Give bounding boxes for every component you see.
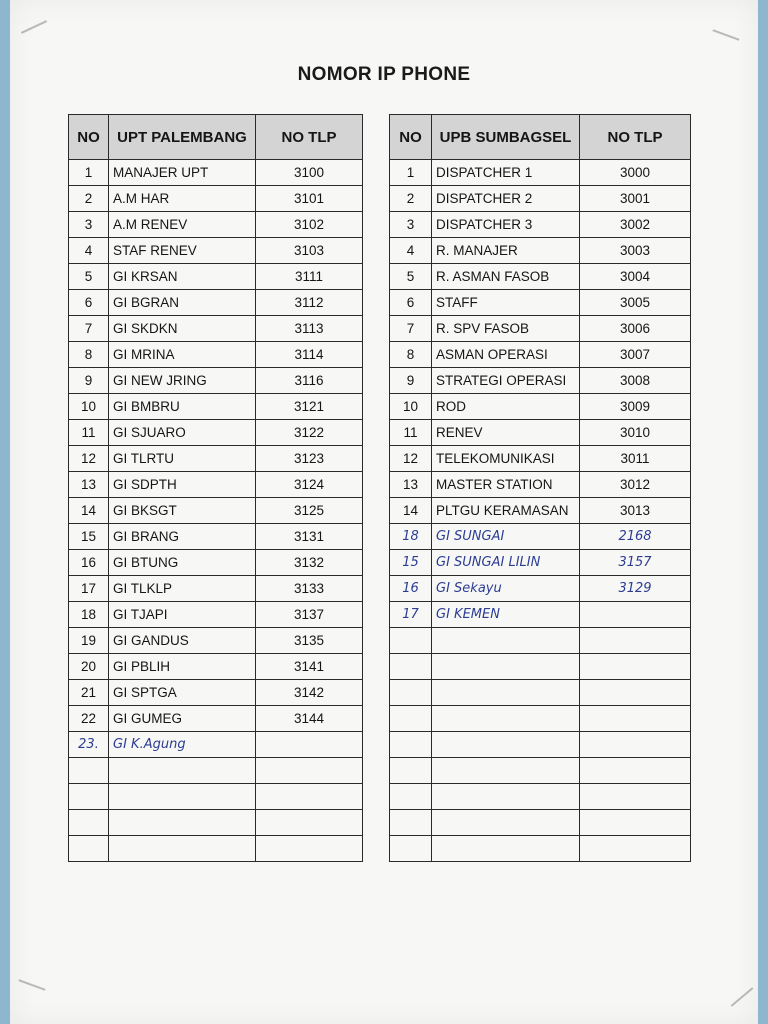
table-row — [69, 160, 363, 186]
table-row — [69, 290, 363, 316]
row-number: 17 — [390, 602, 432, 628]
row-name: STAF RENEV — [109, 238, 256, 264]
table-row — [69, 810, 363, 836]
table-row — [390, 576, 691, 602]
table-row — [69, 342, 363, 368]
row-number — [390, 784, 432, 810]
table-row — [69, 524, 363, 550]
row-number: 11 — [69, 420, 109, 446]
row-phone-number — [256, 784, 363, 810]
row-phone-number: 3103 — [256, 238, 363, 264]
row-name: A.M HAR — [109, 186, 256, 212]
row-phone-number: 3012 — [580, 472, 691, 498]
row-phone-number: 3125 — [256, 498, 363, 524]
row-name: GI BMBRU — [109, 394, 256, 420]
row-name: GI SJUARO — [109, 420, 256, 446]
table-row — [69, 212, 363, 238]
row-name: STAFF — [432, 290, 580, 316]
row-phone-number: 3013 — [580, 498, 691, 524]
row-name — [109, 758, 256, 784]
table-row — [69, 446, 363, 472]
row-number: 5 — [69, 264, 109, 290]
row-number: 16 — [390, 576, 432, 602]
table-row — [390, 238, 691, 264]
row-phone-number: 3102 — [256, 212, 363, 238]
row-number: 20 — [69, 654, 109, 680]
column-header-tlp: NO TLP — [580, 115, 691, 160]
row-phone-number: 3142 — [256, 680, 363, 706]
column-header-no: NO — [69, 115, 109, 160]
row-phone-number: 3000 — [580, 160, 691, 186]
table-row — [390, 420, 691, 446]
row-number: 4 — [69, 238, 109, 264]
row-number: 15 — [69, 524, 109, 550]
row-number: 23. — [69, 732, 109, 758]
column-header-tlp: NO TLP — [256, 115, 363, 160]
row-phone-number — [580, 680, 691, 706]
row-name — [109, 836, 256, 862]
table-row — [390, 706, 691, 732]
row-name: ASMAN OPERASI — [432, 342, 580, 368]
row-phone-number: 3121 — [256, 394, 363, 420]
row-number: 14 — [390, 498, 432, 524]
row-phone-number: 3111 — [256, 264, 363, 290]
table-header-row — [390, 115, 691, 160]
table-row — [390, 160, 691, 186]
row-name — [432, 706, 580, 732]
row-phone-number — [256, 732, 363, 758]
row-number: 19 — [69, 628, 109, 654]
row-number: 4 — [390, 238, 432, 264]
row-phone-number: 3132 — [256, 550, 363, 576]
table-row — [390, 654, 691, 680]
row-number: 14 — [69, 498, 109, 524]
column-header-upt: UPT PALEMBANG — [109, 115, 256, 160]
table-row — [69, 706, 363, 732]
row-name: TELEKOMUNIKASI — [432, 446, 580, 472]
row-name: GI BRANG — [109, 524, 256, 550]
table-row — [69, 784, 363, 810]
row-phone-number: 3124 — [256, 472, 363, 498]
table-row — [69, 368, 363, 394]
column-header-no: NO — [390, 115, 432, 160]
row-name — [432, 784, 580, 810]
row-number: 7 — [390, 316, 432, 342]
table-row — [69, 602, 363, 628]
table-row — [69, 394, 363, 420]
row-number: 3 — [390, 212, 432, 238]
table-row — [69, 498, 363, 524]
row-phone-number — [580, 628, 691, 654]
row-name: GI BGRAN — [109, 290, 256, 316]
table-row — [390, 316, 691, 342]
row-name: MASTER STATION — [432, 472, 580, 498]
row-phone-number: 3131 — [256, 524, 363, 550]
row-name: GI GUMEG — [109, 706, 256, 732]
row-name: GI TLKLP — [109, 576, 256, 602]
row-name: GI KRSAN — [109, 264, 256, 290]
table-row — [69, 472, 363, 498]
row-number: 8 — [390, 342, 432, 368]
table-row — [69, 628, 363, 654]
row-phone-number: 3129 — [580, 576, 691, 602]
row-phone-number: 3137 — [256, 602, 363, 628]
table-row — [390, 264, 691, 290]
row-name: R. MANAJER — [432, 238, 580, 264]
row-number — [390, 628, 432, 654]
row-number: 21 — [69, 680, 109, 706]
column-header-upb: UPB SUMBAGSEL — [432, 115, 580, 160]
row-phone-number: 3007 — [580, 342, 691, 368]
row-name: GI Sekayu — [432, 576, 580, 602]
table-row — [390, 498, 691, 524]
row-name — [432, 628, 580, 654]
row-number: 1 — [69, 160, 109, 186]
row-phone-number — [580, 732, 691, 758]
table-row — [390, 524, 691, 550]
row-name: GI GANDUS — [109, 628, 256, 654]
row-phone-number — [580, 836, 691, 862]
row-name: MANAJER UPT — [109, 160, 256, 186]
row-phone-number — [580, 706, 691, 732]
row-phone-number: 3123 — [256, 446, 363, 472]
row-number — [69, 784, 109, 810]
row-phone-number: 3112 — [256, 290, 363, 316]
row-number: 18 — [390, 524, 432, 550]
table-row — [69, 758, 363, 784]
upt-palembang-table — [68, 114, 363, 862]
row-number: 12 — [69, 446, 109, 472]
row-name: GI BKSGT — [109, 498, 256, 524]
row-phone-number: 3122 — [256, 420, 363, 446]
row-phone-number: 3101 — [256, 186, 363, 212]
row-name: DISPATCHER 1 — [432, 160, 580, 186]
row-name: PLTGU KERAMASAN — [432, 498, 580, 524]
row-name: R. ASMAN FASOB — [432, 264, 580, 290]
row-number: 16 — [69, 550, 109, 576]
table-row — [390, 342, 691, 368]
row-name — [432, 680, 580, 706]
row-name: GI BTUNG — [109, 550, 256, 576]
row-number — [390, 810, 432, 836]
table-row — [390, 680, 691, 706]
page-title: NOMOR IP PHONE — [297, 64, 471, 85]
upb-sumbagsel-table — [389, 114, 691, 862]
row-phone-number: 3010 — [580, 420, 691, 446]
row-phone-number — [256, 810, 363, 836]
row-number — [390, 732, 432, 758]
table-row — [390, 758, 691, 784]
table-row — [390, 732, 691, 758]
row-number — [390, 654, 432, 680]
row-name: STRATEGI OPERASI — [432, 368, 580, 394]
row-name — [432, 758, 580, 784]
row-name: GI PBLIH — [109, 654, 256, 680]
row-phone-number: 3114 — [256, 342, 363, 368]
table-row — [69, 576, 363, 602]
row-name: GI NEW JRING — [109, 368, 256, 394]
table-row — [390, 472, 691, 498]
row-phone-number: 3141 — [256, 654, 363, 680]
table-row — [390, 446, 691, 472]
row-phone-number — [580, 784, 691, 810]
row-phone-number: 2168 — [580, 524, 691, 550]
row-number — [69, 758, 109, 784]
row-name — [109, 784, 256, 810]
row-number: 10 — [69, 394, 109, 420]
row-phone-number — [256, 758, 363, 784]
row-number: 9 — [390, 368, 432, 394]
row-phone-number: 3100 — [256, 160, 363, 186]
row-name — [109, 810, 256, 836]
row-phone-number — [580, 602, 691, 628]
row-number: 8 — [69, 342, 109, 368]
row-name: GI MRINA — [109, 342, 256, 368]
row-phone-number: 3004 — [580, 264, 691, 290]
row-name — [432, 654, 580, 680]
row-phone-number — [580, 810, 691, 836]
row-phone-number: 3002 — [580, 212, 691, 238]
table-row — [69, 836, 363, 862]
row-number: 5 — [390, 264, 432, 290]
row-number: 17 — [69, 576, 109, 602]
row-name: ROD — [432, 394, 580, 420]
row-phone-number — [580, 758, 691, 784]
row-name — [432, 810, 580, 836]
table-row — [69, 264, 363, 290]
row-number — [390, 706, 432, 732]
table-row — [390, 810, 691, 836]
row-name: GI SPTGA — [109, 680, 256, 706]
row-name: GI SKDKN — [109, 316, 256, 342]
row-number: 15 — [390, 550, 432, 576]
row-name: GI SDPTH — [109, 472, 256, 498]
row-number: 2 — [69, 186, 109, 212]
table-row — [69, 732, 363, 758]
table-row — [390, 628, 691, 654]
table-row — [390, 836, 691, 862]
row-number — [390, 836, 432, 862]
row-phone-number: 3133 — [256, 576, 363, 602]
row-name: GI TJAPI — [109, 602, 256, 628]
row-name: R. SPV FASOB — [432, 316, 580, 342]
row-phone-number — [256, 836, 363, 862]
table-row — [390, 212, 691, 238]
row-number: 3 — [69, 212, 109, 238]
table-row — [69, 654, 363, 680]
table-row — [390, 784, 691, 810]
row-phone-number: 3005 — [580, 290, 691, 316]
table-row — [69, 550, 363, 576]
row-phone-number: 3003 — [580, 238, 691, 264]
row-phone-number: 3001 — [580, 186, 691, 212]
row-number: 7 — [69, 316, 109, 342]
table-row — [390, 550, 691, 576]
table-header-row — [69, 115, 363, 160]
row-number: 6 — [69, 290, 109, 316]
row-name — [432, 732, 580, 758]
row-phone-number: 3009 — [580, 394, 691, 420]
row-number: 12 — [390, 446, 432, 472]
table-row — [390, 290, 691, 316]
row-name: GI K.Agung — [109, 732, 256, 758]
row-number: 13 — [69, 472, 109, 498]
row-phone-number: 3144 — [256, 706, 363, 732]
table-row — [69, 316, 363, 342]
row-number: 13 — [390, 472, 432, 498]
row-phone-number: 3011 — [580, 446, 691, 472]
row-name: DISPATCHER 2 — [432, 186, 580, 212]
row-number — [69, 810, 109, 836]
row-number — [390, 758, 432, 784]
row-name — [432, 836, 580, 862]
row-number: 2 — [390, 186, 432, 212]
row-number: 6 — [390, 290, 432, 316]
row-number: 22 — [69, 706, 109, 732]
row-phone-number — [580, 654, 691, 680]
row-name: GI SUNGAI — [432, 524, 580, 550]
row-name: RENEV — [432, 420, 580, 446]
row-name: GI TLRTU — [109, 446, 256, 472]
row-number: 9 — [69, 368, 109, 394]
row-phone-number: 3006 — [580, 316, 691, 342]
row-phone-number: 3008 — [580, 368, 691, 394]
row-number: 18 — [69, 602, 109, 628]
row-phone-number: 3157 — [580, 550, 691, 576]
table-row — [390, 186, 691, 212]
table-row — [69, 680, 363, 706]
table-row — [69, 238, 363, 264]
table-row — [390, 394, 691, 420]
row-number: 10 — [390, 394, 432, 420]
row-number: 11 — [390, 420, 432, 446]
row-number — [390, 680, 432, 706]
row-phone-number: 3113 — [256, 316, 363, 342]
row-name: DISPATCHER 3 — [432, 212, 580, 238]
table-row — [69, 186, 363, 212]
table-row — [69, 420, 363, 446]
row-name: A.M RENEV — [109, 212, 256, 238]
table-row — [390, 368, 691, 394]
row-name: GI SUNGAI LILIN — [432, 550, 580, 576]
row-phone-number: 3116 — [256, 368, 363, 394]
row-number — [69, 836, 109, 862]
row-number: 1 — [390, 160, 432, 186]
table-row — [390, 602, 691, 628]
row-name: GI KEMEN — [432, 602, 580, 628]
row-phone-number: 3135 — [256, 628, 363, 654]
